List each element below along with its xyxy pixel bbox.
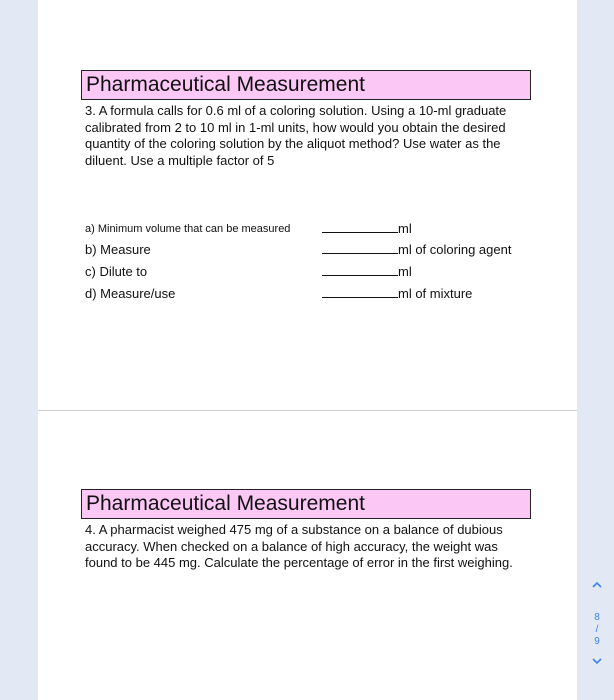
answer-unit: ml of mixture (398, 286, 473, 301)
slide-title: Pharmaceutical Measurement (81, 70, 531, 100)
answer-label: d) Measure/use (85, 286, 176, 301)
answer-blank[interactable] (322, 220, 398, 233)
slide-title: Pharmaceutical Measurement (81, 489, 531, 519)
answer-row-d (85, 285, 555, 303)
answer-unit: ml (398, 264, 412, 279)
answer-label: a) Minimum volume that can be measured (85, 223, 291, 235)
question-text: 4. A pharmacist weighed 475 mg of a substance on a balance of dubious accuracy. When checked on a balance of high accuracy, the weight was found to be 445 mg. Calculate the percentage of error in the first weighing. (85, 522, 513, 570)
answer-unit: ml of coloring agent (398, 242, 512, 257)
chevron-up-icon[interactable] (587, 578, 607, 596)
answer-row-b (85, 241, 555, 259)
current-page-number: 8 (594, 612, 600, 623)
answer-row-a (85, 220, 555, 238)
answer-label: c) Dilute to (85, 264, 148, 279)
answer-row-c (85, 263, 555, 281)
total-page-number: 9 (594, 636, 600, 647)
answer-unit: ml (398, 221, 412, 236)
page-separator: / (595, 624, 599, 635)
answer-blank[interactable] (322, 285, 398, 298)
answer-label: b) Measure (85, 242, 151, 257)
slide-page-1 (38, 0, 577, 410)
chevron-down-icon[interactable] (587, 654, 607, 672)
answer-blank[interactable] (322, 263, 398, 276)
question-text: 3. A formula calls for 0.6 ml of a coloring solution. Using a 10-ml graduate calibrated from 2 to 10 ml in 1-ml units, how would you obtain the desired quantity of the coloring solution by the aliquot method? Use water as the diluent. Use a multiple factor of 5 (85, 103, 507, 168)
answer-blank[interactable] (322, 241, 398, 254)
page-navigator (587, 578, 607, 672)
